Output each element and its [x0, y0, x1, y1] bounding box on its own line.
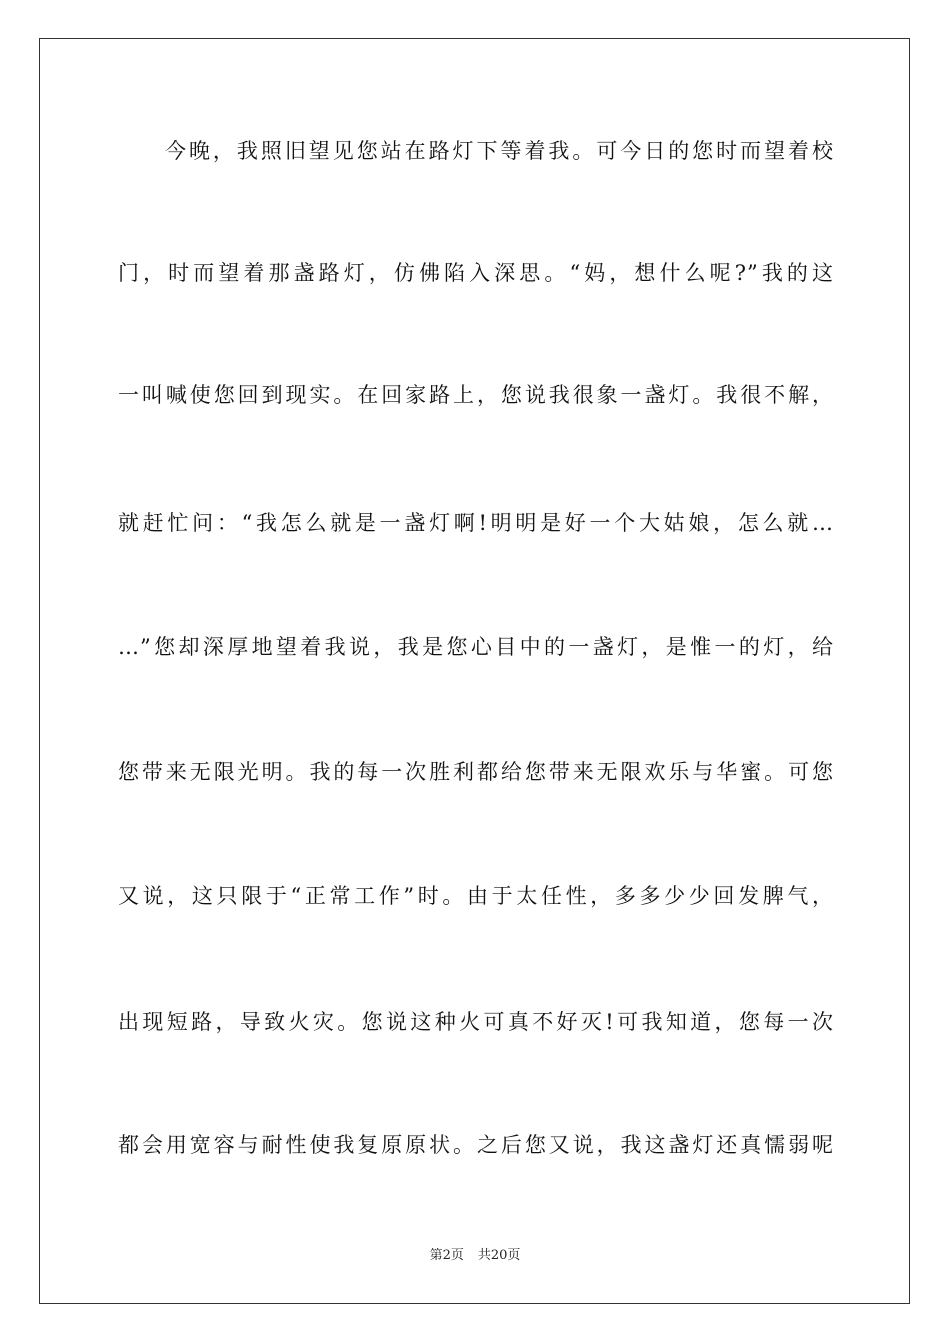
page-number: 第2页	[429, 1248, 464, 1263]
page-footer	[0, 1247, 950, 1265]
page-border	[39, 38, 910, 1304]
page-total: 共20页	[477, 1248, 521, 1263]
paragraph-line: 都会用宽容与耐性使我复原原状。之后您又说，我这盏灯还真懦弱呢	[118, 1133, 834, 1157]
paragraph-line: 今晚，我照旧望见您站在路灯下等着我。可今日的您时而望着校	[165, 139, 834, 163]
paragraph-line: …”您却深厚地望着我说，我是您心目中的一盏灯，是惟一的灯，给	[118, 635, 834, 659]
paragraph-line: 又说，这只限于“正常工作”时。由于太任性，多多少少回发脾气，	[118, 884, 834, 908]
paragraph-line: 就赶忙问：“我怎么就是一盏灯啊!明明是好一个大姑娘，怎么就…	[118, 511, 834, 535]
paragraph-line: 一叫喊使您回到现实。在回家路上，您说我很象一盏灯。我很不解，	[118, 383, 834, 407]
paragraph-line: 您带来无限光明。我的每一次胜利都给您带来无限欢乐与华蜜。可您	[118, 760, 834, 784]
paragraph-line: 出现短路，导致火灾。您说这种火可真不好灭!可我知道，您每一次	[118, 1010, 834, 1034]
paragraph-line: 门，时而望着那盏路灯，仿佛陷入深思。“妈，想什么呢?”我的这	[118, 261, 834, 285]
